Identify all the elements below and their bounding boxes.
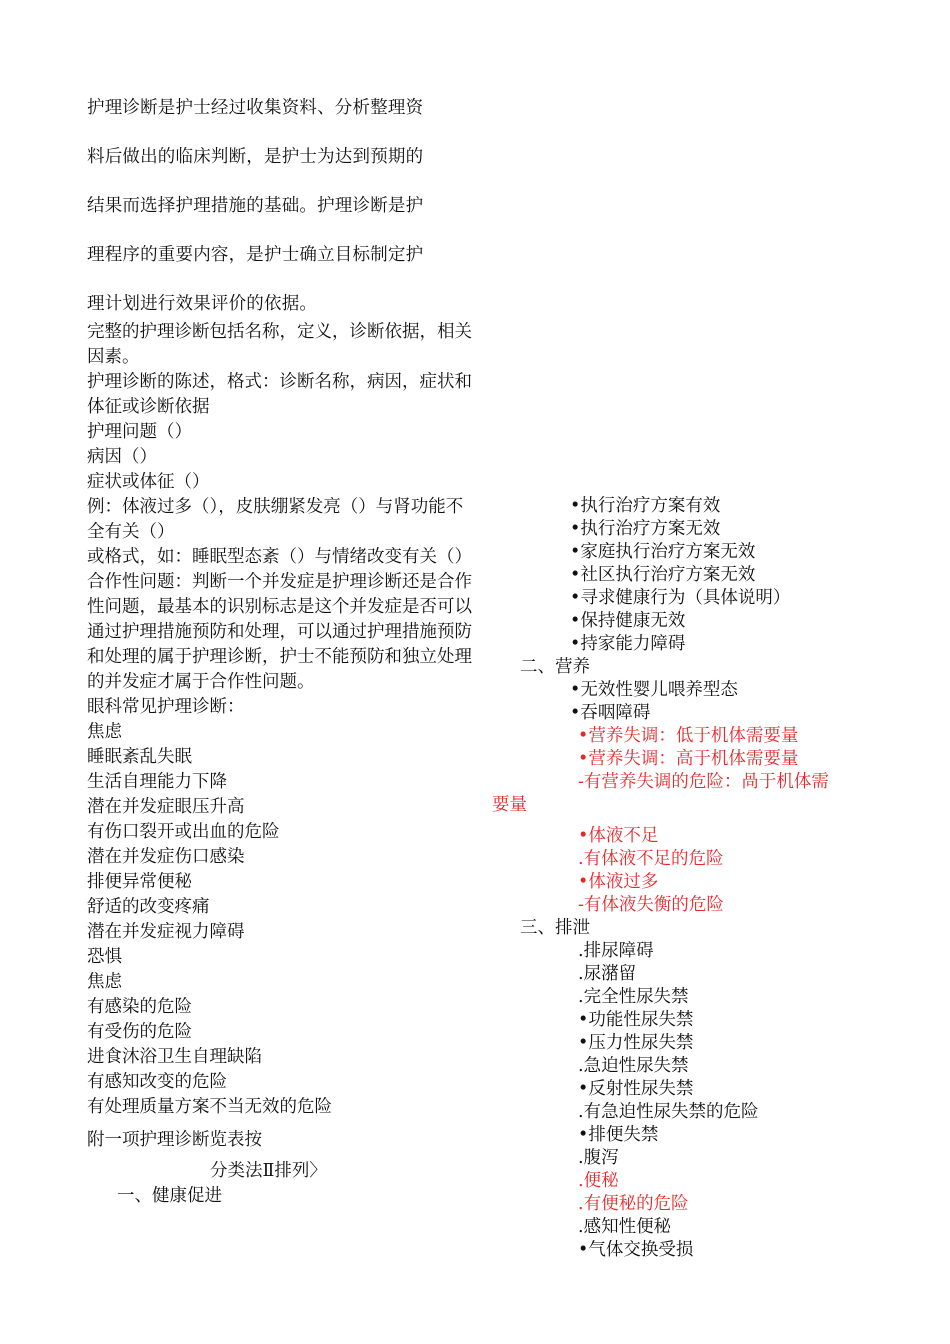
intro-paragraph <box>87 84 477 329</box>
list-item: 恐惧 <box>87 947 122 967</box>
intro-line: 料后做出的临床判断，是护士为达到预期的 <box>87 147 424 167</box>
list-item-highlight: -有营养失调的危险：咼于机体需 <box>578 772 829 792</box>
paragraph-alt-format: 或格式，如：睡眠型态紊（）与情绪改变有关（） <box>87 547 472 567</box>
paragraph-example: 例：体液过多（），皮肤绷紧发亮（）与肾功能不全有关（） <box>87 497 464 542</box>
list-item: •保持健康无效 <box>570 611 686 631</box>
list-item: 有伤口裂开或出血的危险 <box>87 822 280 842</box>
list-item-highlight-continuation: 要量 <box>492 795 527 815</box>
list-item: 排便异常便秘 <box>87 872 192 892</box>
section-nutrition: 二、营养 <box>520 657 590 677</box>
list-item-highlight: •营养失调：高于机体需要量 <box>578 749 799 769</box>
list-item: 有受伤的危险 <box>87 1022 192 1042</box>
list-item-highlight: •体液不足 <box>578 826 659 846</box>
paragraph-components: 完整的护理诊断包括名称，定义，诊断依据，相关因素。 <box>87 322 472 367</box>
list-item-highlight: .有便秘的危险 <box>578 1194 689 1214</box>
list-item: •执行治疗方案无效 <box>570 519 721 539</box>
paragraph-format: 护理诊断的陈述，格式：诊断名称，病因，症状和体征或诊断依据 <box>87 372 472 417</box>
list-item-highlight: -有体液失衡的危险 <box>578 895 724 915</box>
paragraph-collaborative: 合作性问题：判断一个并发症是护理诊断还是合作性问题，最基本的识别标志是这个并发症是否可以通过护理措施预防和处理，可以通过护理措施预防和处理的属于护理诊断，护士不能预防和独立处理的并发症才属于合作性问题。 <box>87 572 472 692</box>
list-item: .腹泻 <box>578 1148 619 1168</box>
section-excretion: 三、排泄 <box>520 918 590 938</box>
list-item: 有感染的危险 <box>87 997 192 1017</box>
list-item: .感知性便秘 <box>578 1217 672 1237</box>
paragraph-problem: 护理问题（） <box>87 422 192 442</box>
list-item: •执行治疗方案有效 <box>570 496 721 516</box>
list-item: 焦虑 <box>87 722 122 742</box>
list-item: •气体交换受损 <box>578 1240 694 1260</box>
list-item: •社区执行治疗方案无效 <box>570 565 756 585</box>
list-item: .排尿障碍 <box>578 941 654 961</box>
list-item: .尿潴留 <box>578 964 637 984</box>
intro-line: 护理诊断是护士经过收集资料、分析整理资 <box>87 98 424 118</box>
list-item: 睡眠紊乱失眠 <box>87 747 192 767</box>
list-item: 潜在并发症眼压升高 <box>87 797 245 817</box>
list-item: •功能性尿失禁 <box>578 1010 694 1030</box>
list-item: •家庭执行治疗方案无效 <box>570 542 756 562</box>
paragraph-symptom: 症状或体征（） <box>87 472 210 492</box>
list-item: 舒适的改变疼痛 <box>87 897 210 917</box>
eye-diagnosis-list <box>87 720 477 1120</box>
list-item-highlight: •营养失调：低于机体需要量 <box>578 726 799 746</box>
list-item: •无效性婴儿喂养型态 <box>570 680 738 700</box>
list-item: 生活自理能力下降 <box>87 772 227 792</box>
list-item: •反射性尿失禁 <box>578 1079 694 1099</box>
list-item: .急迫性尿失禁 <box>578 1056 689 1076</box>
list-item: •吞咽障碍 <box>570 703 651 723</box>
intro-line: 理计划进行效果评价的依据。 <box>87 294 318 314</box>
list-item: 有感知改变的危险 <box>87 1072 227 1092</box>
left-column <box>87 320 477 1209</box>
spacer <box>490 817 890 825</box>
list-item: .有急迫性尿失禁的危险 <box>578 1102 759 1122</box>
list-item-highlight: .便秘 <box>578 1171 619 1191</box>
list-item-highlight: •体液过多 <box>578 872 659 892</box>
list-item: 潜在并发症视力障碍 <box>87 922 245 942</box>
right-column <box>490 495 890 1262</box>
eye-heading: 眼科常见护理诊断： <box>87 697 245 717</box>
intro-line: 理程序的重要内容，是护士确立目标制定护 <box>87 245 424 265</box>
appendix-title: 附一项护理诊断览表按 <box>87 1130 262 1150</box>
list-item: 有处理质量方案不当无效的危险 <box>87 1097 332 1117</box>
list-item: •持家能力障碍 <box>570 634 686 654</box>
list-item: •排便失禁 <box>578 1125 659 1145</box>
list-item: .完全性尿失禁 <box>578 987 689 1007</box>
list-item: •寻求健康行为（具体说明） <box>570 588 791 608</box>
list-item: 潜在并发症伤口感染 <box>87 847 245 867</box>
classification-subtitle: 分类法Ⅱ排列〉 <box>210 1161 327 1181</box>
list-item: •压力性尿失禁 <box>578 1033 694 1053</box>
intro-line: 结果而选择护理措施的基础。护理诊断是护 <box>87 196 424 216</box>
section-health-promotion: 一、健康促进 <box>117 1186 222 1206</box>
list-item: 进食沐浴卫生自理缺陷 <box>87 1047 262 1067</box>
list-item: 焦虑 <box>87 972 122 992</box>
paragraph-cause: 病因（） <box>87 447 157 467</box>
list-item-highlight: .有体液不足的危险 <box>578 849 724 869</box>
